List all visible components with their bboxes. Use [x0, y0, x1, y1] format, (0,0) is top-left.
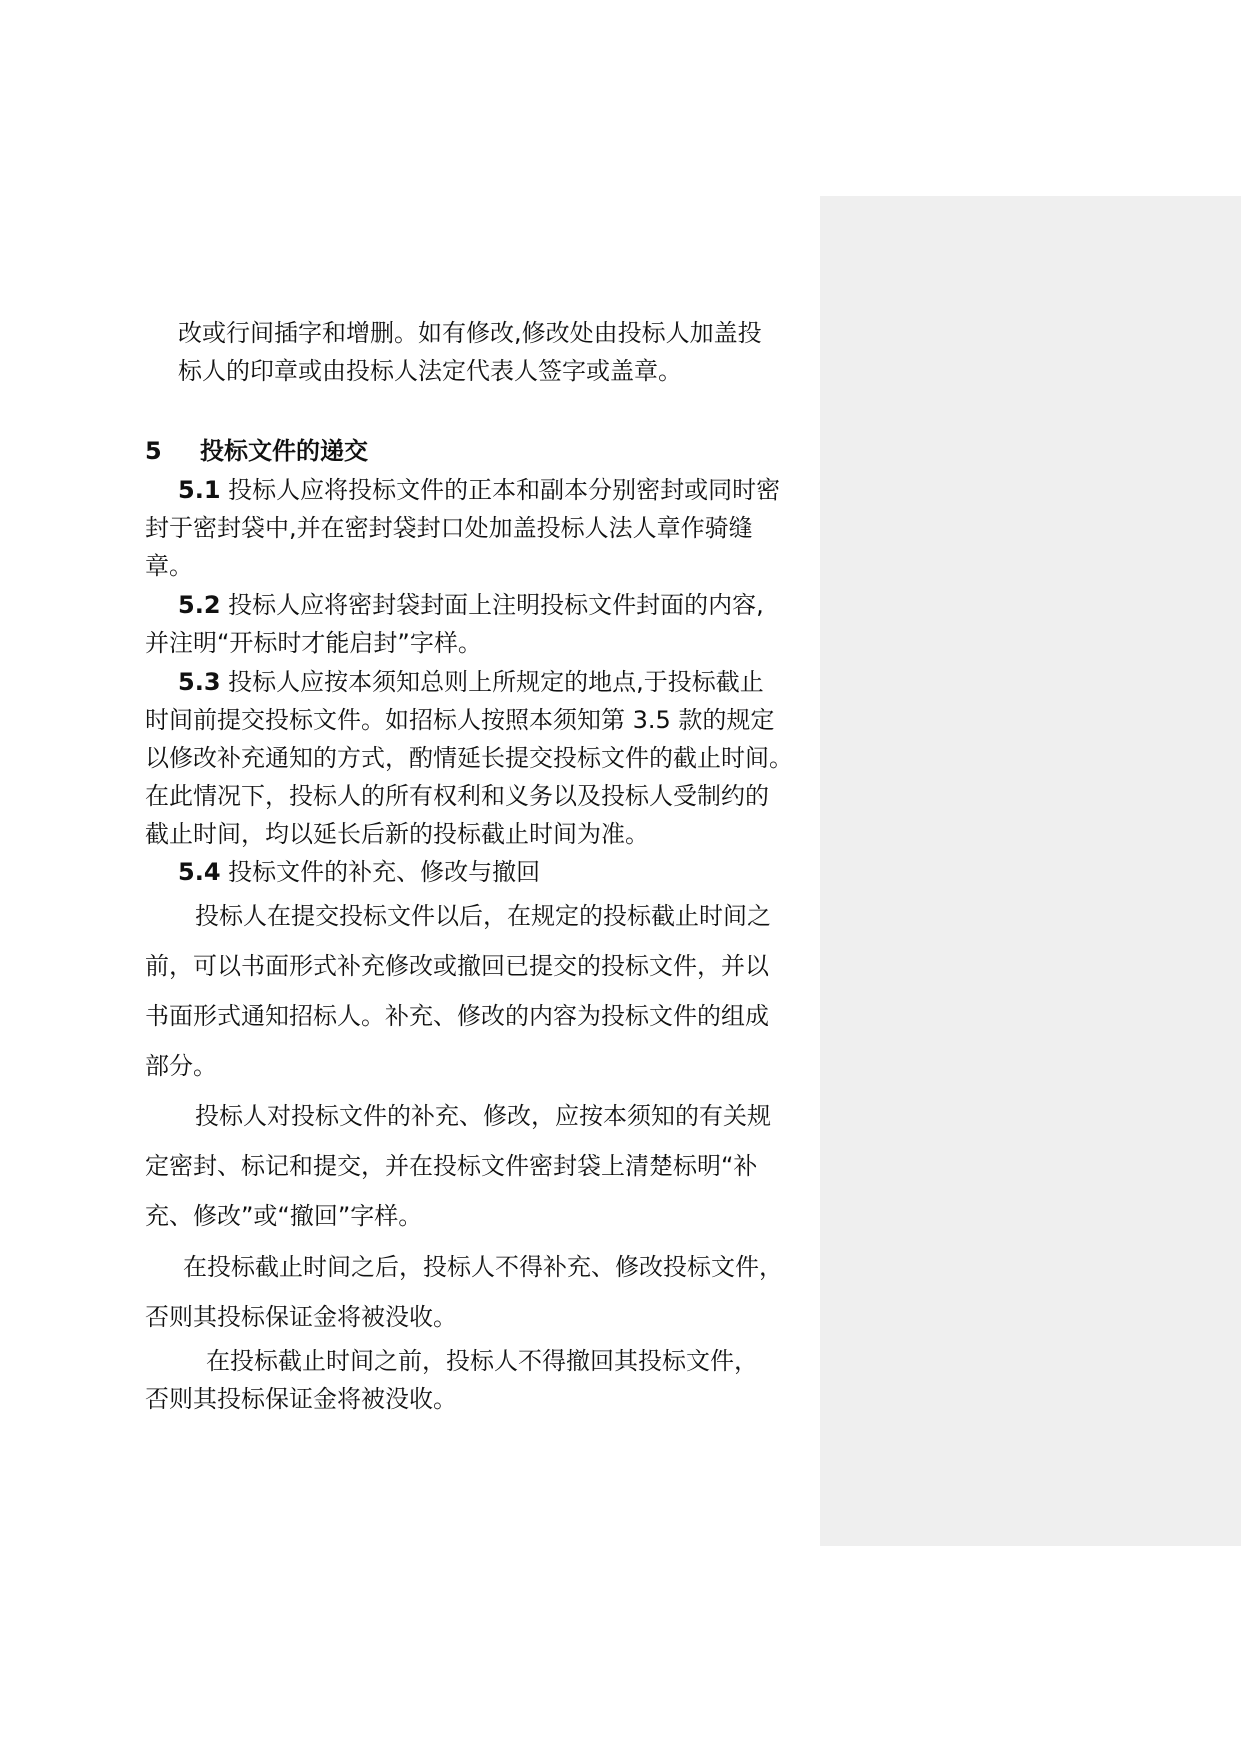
para-line: 否则其投标保证金将被没收。	[145, 1385, 457, 1413]
clause-5-4-first-line	[178, 855, 854, 889]
para-line: 在投标截止时间之后，投标人不得补充、修改投标文件，	[183, 1253, 783, 1281]
para-line: 部分。	[145, 1052, 217, 1080]
clause-text: 投标文件的补充、修改与撤回	[220, 858, 541, 886]
clause-text: 投标人应将投标文件的正本和副本分别密封或同时密	[220, 476, 781, 504]
clause-5-1-first-line	[178, 473, 854, 507]
section-title: 投标文件的递交	[200, 437, 368, 465]
clause-text: 投标人应按本须知总则上所规定的地点,于投标截止	[220, 668, 764, 696]
clause-5-3-line: 时间前提交投标文件。如招标人按照本须知第 3.5 款的规定	[145, 706, 775, 734]
clause-5-3-line: 在此情况下，投标人的所有权利和义务以及投标人受制约的	[145, 782, 769, 810]
para-line: 投标人在提交投标文件以后，在规定的投标截止时间之	[195, 902, 771, 930]
clause-5-2-first-line	[178, 588, 854, 622]
section-number: 5	[145, 437, 162, 465]
comment-margin-pane	[820, 196, 1241, 1546]
para-line: 否则其投标保证金将被没收。	[145, 1303, 457, 1331]
intro-line: 标人的印章或由投标人法定代表人签字或盖章。	[178, 357, 682, 385]
para-line: 定密封、标记和提交，并在投标文件密封袋上清楚标明“补	[145, 1152, 758, 1180]
clause-5-3-first-line	[178, 665, 854, 699]
para-line: 书面形式通知招标人。补充、修改的内容为投标文件的组成	[145, 1002, 769, 1030]
para-line: 投标人对投标文件的补充、修改，应按本须知的有关规	[195, 1102, 771, 1130]
clause-5-1-line: 章。	[145, 552, 193, 580]
para-line: 充、修改”或“撤回”字样。	[145, 1202, 423, 1230]
clause-5-3-line: 截止时间，均以延长后新的投标截止时间为准。	[145, 820, 649, 848]
clause-number: 5.4	[178, 858, 221, 886]
section-heading	[145, 434, 821, 468]
clause-5-2-line: 并注明“开标时才能启封”字样。	[145, 629, 482, 657]
clause-5-1-line: 封于密封袋中,并在密封袋封口处加盖投标人法人章作骑缝	[145, 514, 753, 542]
clause-number: 5.2	[178, 591, 221, 619]
clause-5-3-line: 以修改补充通知的方式，酌情延长提交投标文件的截止时间。	[145, 744, 793, 772]
para-line: 在投标截止时间之前，投标人不得撤回其投标文件，	[206, 1347, 758, 1375]
clause-number: 5.1	[178, 476, 221, 504]
clause-number: 5.3	[178, 668, 221, 696]
intro-line: 改或行间插字和增删。如有修改,修改处由投标人加盖投	[178, 319, 762, 347]
para-line: 前，可以书面形式补充修改或撤回已提交的投标文件，并以	[145, 952, 769, 980]
clause-text: 投标人应将密封袋封面上注明投标文件封面的内容,	[220, 591, 764, 619]
